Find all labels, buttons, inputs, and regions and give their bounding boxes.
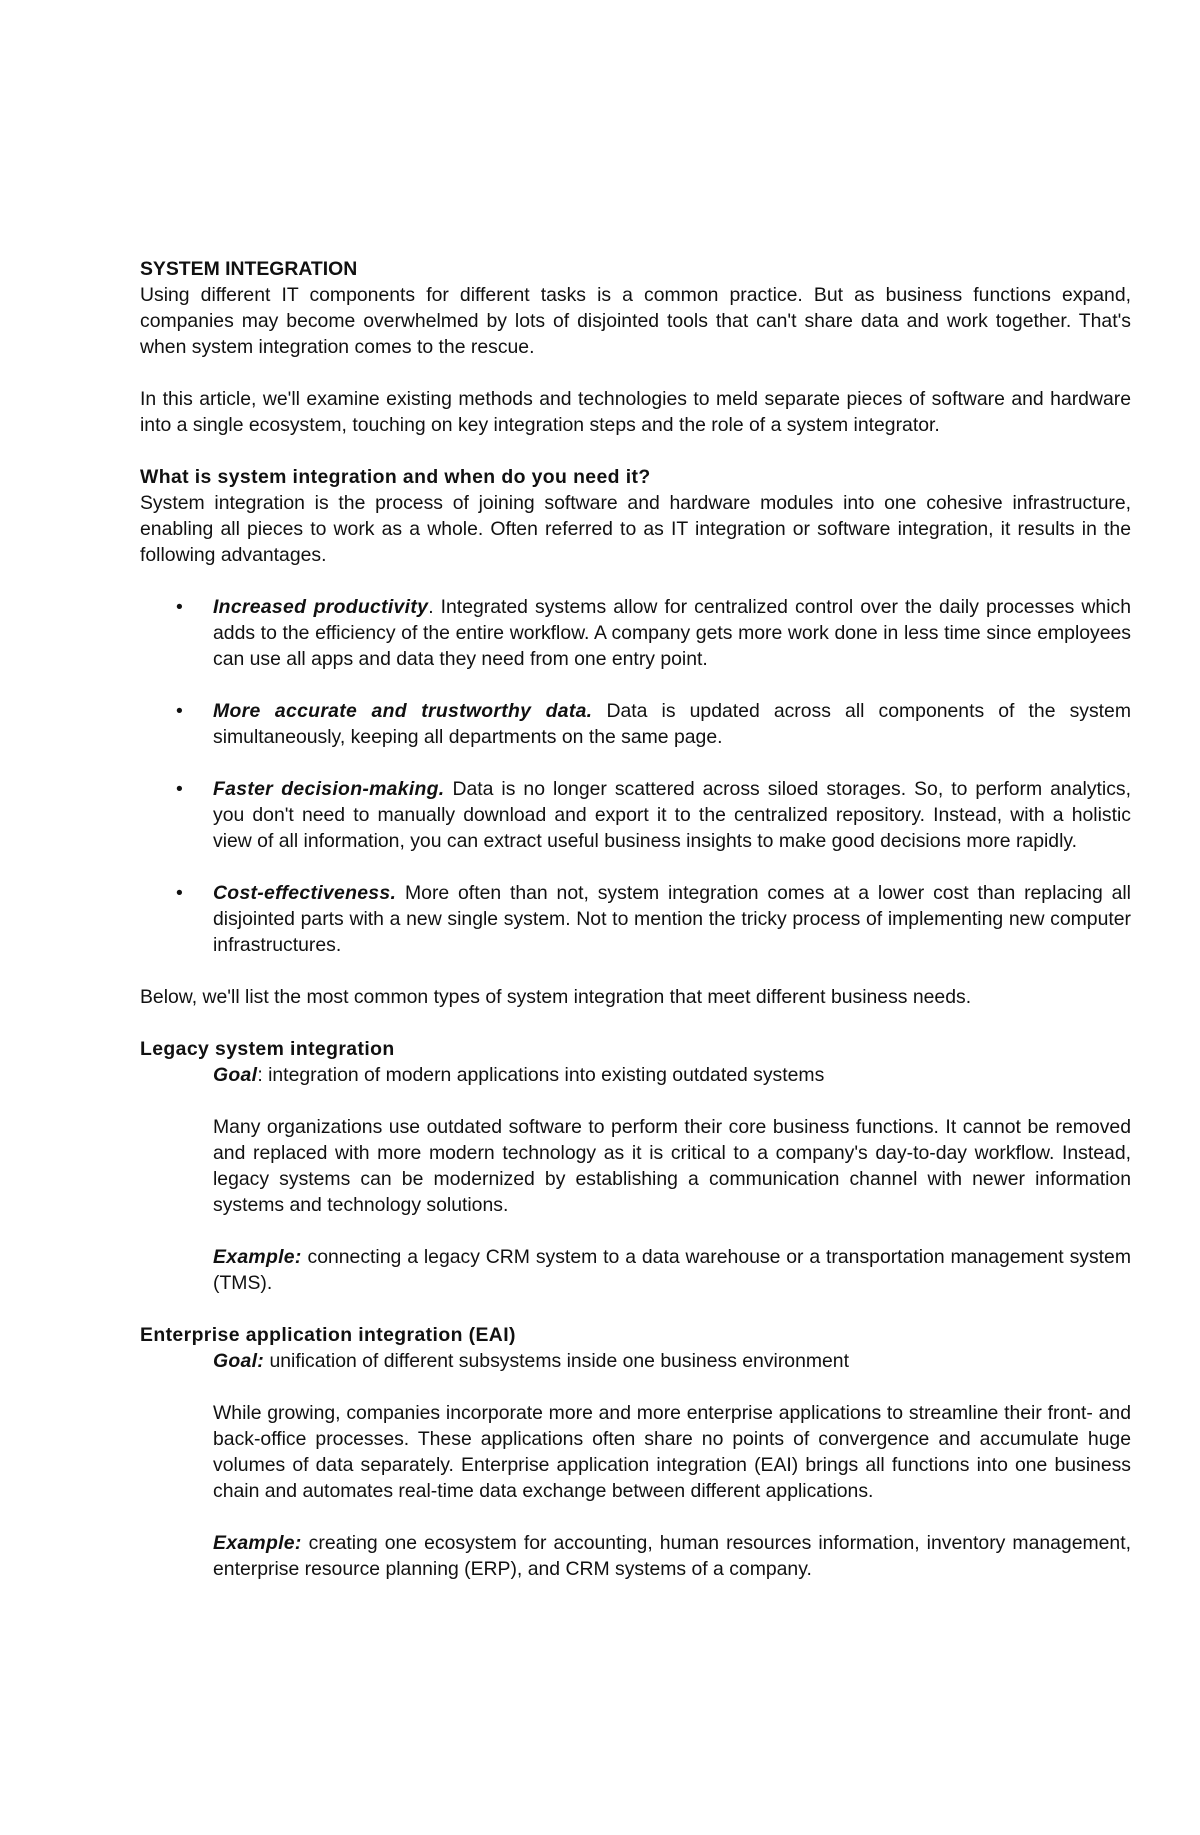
bullet-icon: • xyxy=(176,596,183,618)
eai-goal xyxy=(213,1348,1131,1374)
legacy-goal xyxy=(213,1062,1131,1088)
advantage-item xyxy=(140,594,1131,672)
spacer xyxy=(140,360,1131,386)
bullet-icon: • xyxy=(176,700,183,722)
advantages-list xyxy=(140,594,1131,958)
eai-section xyxy=(140,1348,1131,1582)
intro-paragraph-1: Using different IT components for different tasks is a common practice. But as business functions expand, companies may become overwhelmed by lots of disjointed tools that can't share data and work together. That's when system integration comes to the rescue. xyxy=(140,284,1131,358)
spacer xyxy=(213,1374,1131,1400)
types-intro-paragraph: Below, we'll list the most common types of system integration that meet different business needs. xyxy=(140,986,972,1008)
advantage-text: Data is updated across all components of the system simultaneously, keeping all departments on the same page. xyxy=(213,700,1131,748)
spacer xyxy=(140,568,1131,594)
spacer xyxy=(140,1010,1131,1036)
example-text: connecting a legacy CRM system to a data warehouse or a transportation management system (TMS). xyxy=(213,1246,1131,1294)
what-is-heading: What is system integration and when do you need it? xyxy=(140,466,651,488)
intro-paragraph-2: In this article, we'll examine existing methods and technologies to meld separate pieces of software and hardware into a single ecosystem, touching on key integration steps and the role of a system integrator. xyxy=(140,388,1131,436)
advantage-item xyxy=(140,776,1131,854)
legacy-heading: Legacy system integration xyxy=(140,1038,395,1060)
spacer xyxy=(213,1218,1131,1244)
goal-label: Goal xyxy=(213,1064,258,1086)
legacy-body: Many organizations use outdated software to perform their core business functions. It cannot be removed and replaced with more modern technology as it is critical to a company's day-to-day workflow. Instead, legacy systems can be modernized by establishing a communication channel with newer information systems and technology solutions. xyxy=(213,1116,1131,1216)
advantage-term: Increased productivity xyxy=(213,596,429,618)
spacer xyxy=(140,438,1131,464)
advantage-term: Cost-effectiveness. xyxy=(213,882,397,904)
eai-body: While growing, companies incorporate more and more enterprise applications to streamline their front- and back-office processes. These applications often share no points of convergence and accumulate huge volumes of data separately. Enterprise application integration (EAI) brings all functions into one business chain and automates real-time data exchange between different applications. xyxy=(213,1402,1131,1502)
legacy-section xyxy=(140,1062,1131,1296)
goal-text: unification of different subsystems inside one business environment xyxy=(264,1350,849,1372)
spacer xyxy=(140,854,1131,880)
advantage-item xyxy=(140,880,1131,958)
document-page xyxy=(140,256,1131,1582)
goal-label: Goal: xyxy=(213,1350,265,1372)
example-label: Example: xyxy=(213,1532,302,1554)
what-is-paragraph: System integration is the process of joining software and hardware modules into one cohesive infrastructure, enabling all pieces to work as a whole. Often referred to as IT integration or software integration, it results in the following advantages. xyxy=(140,492,1131,566)
advantage-item xyxy=(140,698,1131,750)
advantage-text: . Integrated systems allow for centralized control over the daily processes which adds to the efficiency of the entire workflow. A company gets more work done in less time since employees can use all apps and data they need from one entry point. xyxy=(213,596,1132,670)
example-text: creating one ecosystem for accounting, human resources information, inventory management, enterprise resource planning (ERP), and CRM systems of a company. xyxy=(213,1532,1131,1580)
goal-text: : integration of modern applications into existing outdated systems xyxy=(257,1064,825,1086)
bullet-icon: • xyxy=(176,882,183,904)
spacer xyxy=(213,1504,1131,1530)
eai-example xyxy=(213,1530,1131,1582)
example-label: Example: xyxy=(213,1246,302,1268)
spacer xyxy=(140,672,1131,698)
advantage-text: Data is no longer scattered across siloed storages. So, to perform analytics, you don't need to manually download and export it to the centralized repository. Instead, with a holistic view of all information, you can extract useful business insights to make good decisions more rapidly. xyxy=(213,778,1131,852)
legacy-example xyxy=(213,1244,1131,1296)
spacer xyxy=(213,1088,1131,1114)
spacer xyxy=(140,958,1131,984)
spacer xyxy=(140,750,1131,776)
eai-heading: Enterprise application integration (EAI) xyxy=(140,1324,516,1346)
bullet-icon: • xyxy=(176,778,183,800)
advantage-text: More often than not, system integration comes at a lower cost than replacing all disjointed parts with a new single system. Not to mention the tricky process of implementing new computer infrastructures. xyxy=(213,882,1131,956)
advantage-term: More accurate and trustworthy data. xyxy=(213,700,593,722)
advantage-term: Faster decision-making. xyxy=(213,778,445,800)
document-title: SYSTEM INTEGRATION xyxy=(140,258,358,280)
spacer xyxy=(140,1296,1131,1322)
